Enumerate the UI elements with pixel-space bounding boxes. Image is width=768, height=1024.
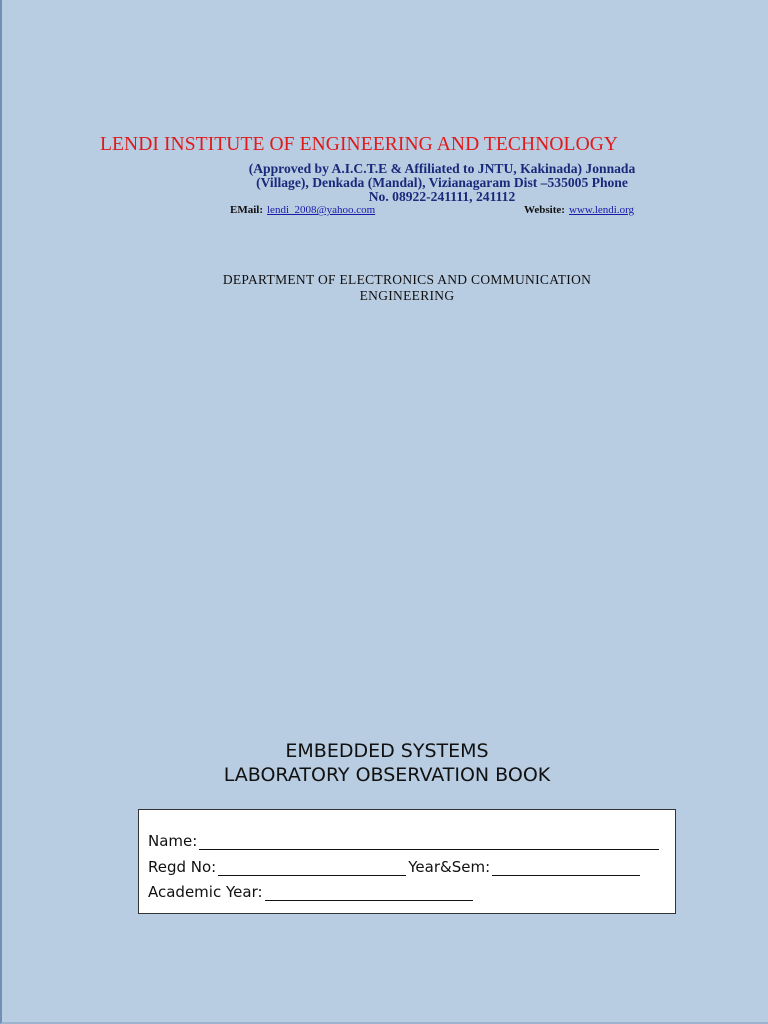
regd-label: Regd No:	[148, 858, 217, 876]
academic-year-field[interactable]	[265, 886, 473, 901]
academic-year-label: Academic Year:	[148, 883, 263, 901]
website-contact	[524, 204, 634, 216]
email-contact	[230, 204, 375, 216]
institute-title: LENDI INSTITUTE OF ENGINEERING AND TECHNOLOGY	[100, 134, 619, 155]
approval-line: (Village), Denkada (Mandal), Vizianagaram Dist –535005 Phone	[256, 175, 628, 190]
book-title-line: LABORATORY OBSERVATION BOOK	[223, 764, 551, 786]
website-label: Website:	[524, 204, 565, 216]
regd-row	[148, 858, 640, 876]
website-link[interactable]: www.lendi.org	[568, 204, 635, 216]
book-title	[152, 739, 622, 787]
year-sem-field[interactable]	[492, 861, 640, 876]
academic-year-row	[148, 883, 473, 901]
approval-line: (Approved by A.I.C.T.E & Affiliated to JNTU, Kakinada) Jonnada	[248, 161, 636, 176]
name-row	[148, 832, 659, 850]
email-label: EMail:	[230, 204, 263, 216]
regd-field[interactable]	[218, 861, 406, 876]
name-field[interactable]	[199, 835, 659, 850]
department-heading	[152, 272, 662, 304]
approval-block	[202, 162, 682, 204]
student-details-form	[138, 809, 676, 914]
email-link[interactable]: lendi_2008@yahoo.com	[267, 204, 376, 216]
year-sem-label: Year&Sem:	[408, 858, 491, 876]
department-line: ENGINEERING	[359, 288, 455, 303]
department-line: DEPARTMENT OF ELECTRONICS AND COMMUNICATION	[222, 272, 592, 287]
approval-line: No. 08922-241111, 241112	[368, 189, 516, 204]
book-title-line: EMBEDDED SYSTEMS	[285, 740, 489, 762]
name-label: Name:	[148, 832, 198, 850]
